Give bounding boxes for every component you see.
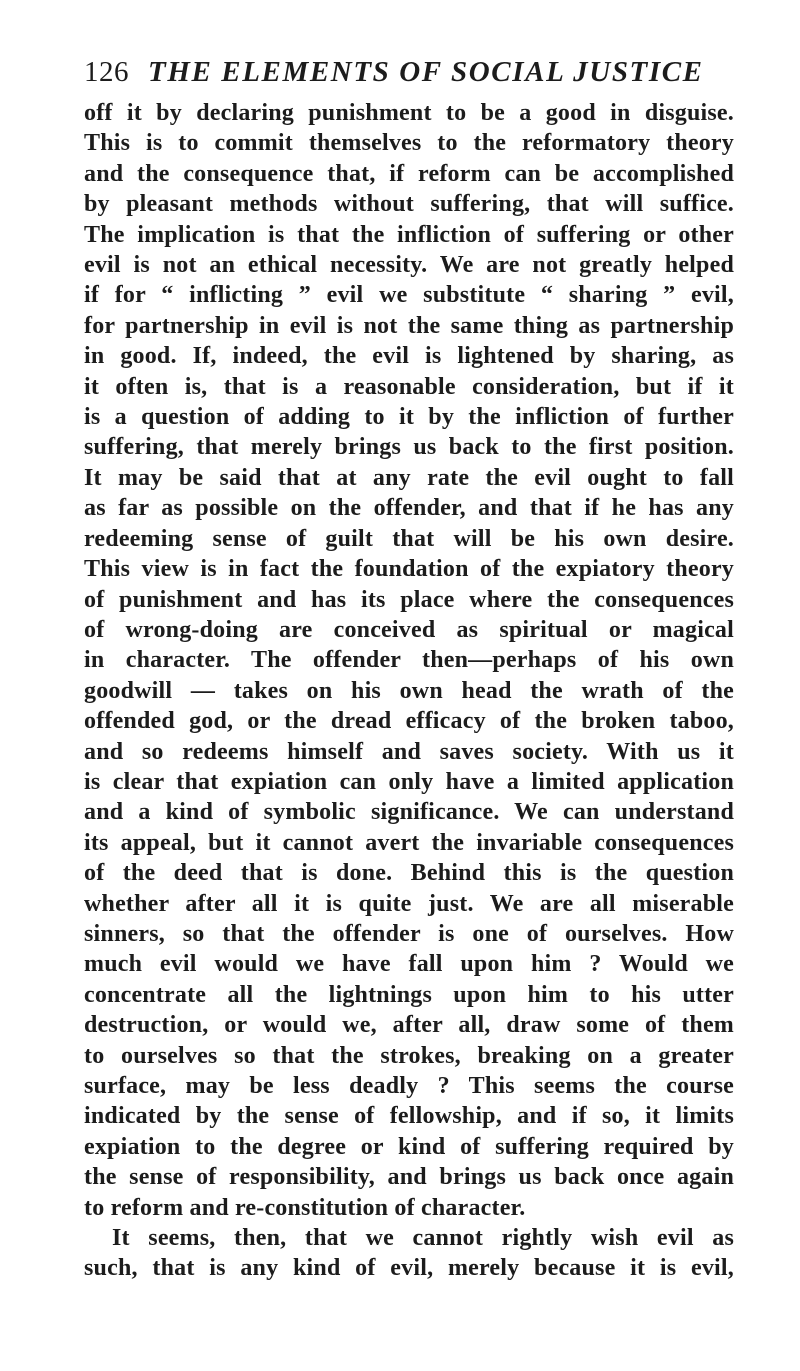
text-line: indicated by the sense of fellowship, and if so, it limits [84, 1103, 734, 1130]
text-line: goodwill — takes on his own head the wrath of the [84, 677, 734, 704]
text-line: evil is not an ethical necessity. We are not greatly helped [84, 252, 734, 279]
text-line: as far as possible on the offender, and that if he has any [84, 495, 734, 522]
text-line: It may be said that at any rate the evil ought to fall [84, 464, 734, 491]
text-line: This is to commit themselves to the reformatory theory [84, 130, 734, 157]
text-line: such, that is any kind of evil, merely because it is evil, [84, 1255, 734, 1282]
text-line: expiation to the degree or kind of suffering required by [84, 1133, 734, 1160]
text-line: offended god, or the dread efficacy of the broken taboo, [84, 708, 734, 735]
text-line: in good. If, indeed, the evil is lightened by sharing, as [84, 343, 734, 370]
text-line: The implication is that the infliction of suffering or other [84, 221, 734, 248]
book-page [84, 52, 734, 1284]
text-line: sinners, so that the offender is one of ourselves. How [84, 920, 734, 947]
text-line: is a question of adding to it by the infliction of further [84, 404, 734, 431]
text-line: much evil would we have fall upon him ? Would we [84, 951, 734, 978]
text-line: for partnership in evil is not the same thing as partnership [84, 312, 734, 339]
running-title: THE ELEMENTS OF SOCIAL JUSTICE [148, 56, 704, 88]
text-line: This view is in fact the foundation of the expiatory theory [84, 556, 734, 583]
text-line: and so redeems himself and saves society. With us it [84, 738, 734, 765]
text-line: to ourselves so that the strokes, breaking on a greater [84, 1042, 734, 1069]
text-line: of wrong-doing are conceived as spiritual or magical [84, 616, 734, 643]
text-line: by pleasant methods without suffering, that will suffice. [84, 191, 734, 218]
text-line: whether after all it is quite just. We are all miserable [84, 890, 734, 917]
text-line: if for “ inflicting ” evil we substitute “ sharing ” evil, [84, 282, 734, 309]
text-line: its appeal, but it cannot avert the invariable consequences [84, 829, 734, 856]
text-line: suffering, that merely brings us back to the first position. [84, 434, 734, 461]
text-line: of punishment and has its place where the consequences [84, 586, 734, 613]
text-line: it often is, that is a reasonable consideration, but if it [84, 373, 734, 400]
text-line: in character. The offender then—perhaps of his own [84, 647, 734, 674]
body-text [84, 98, 734, 1284]
text-line: surface, may be less deadly ? This seems the course [84, 1073, 734, 1099]
text-line: concentrate all the lightnings upon him to his utter [84, 981, 734, 1008]
running-head [84, 52, 734, 92]
text-line: off it by declaring punishment to be a good in disguise. [84, 100, 734, 126]
text-line: redeeming sense of guilt that will be his own desire. [84, 525, 734, 552]
paragraph-start-line: It seems, then, that we cannot rightly wish evil as [112, 1225, 734, 1252]
page-number: 126 [84, 56, 129, 88]
paragraph-end-line: to reform and re-constitution of character. [84, 1194, 526, 1221]
text-line: destruction, or would we, after all, draw some of them [84, 1012, 734, 1039]
text-line: the sense of responsibility, and brings us back once again [84, 1164, 734, 1191]
text-line: is clear that expiation can only have a limited application [84, 768, 734, 795]
text-line: and a kind of symbolic significance. We can understand [84, 799, 734, 826]
text-line: and the consequence that, if reform can be accomplished [84, 160, 734, 187]
text-line: of the deed that is done. Behind this is the question [84, 860, 734, 887]
